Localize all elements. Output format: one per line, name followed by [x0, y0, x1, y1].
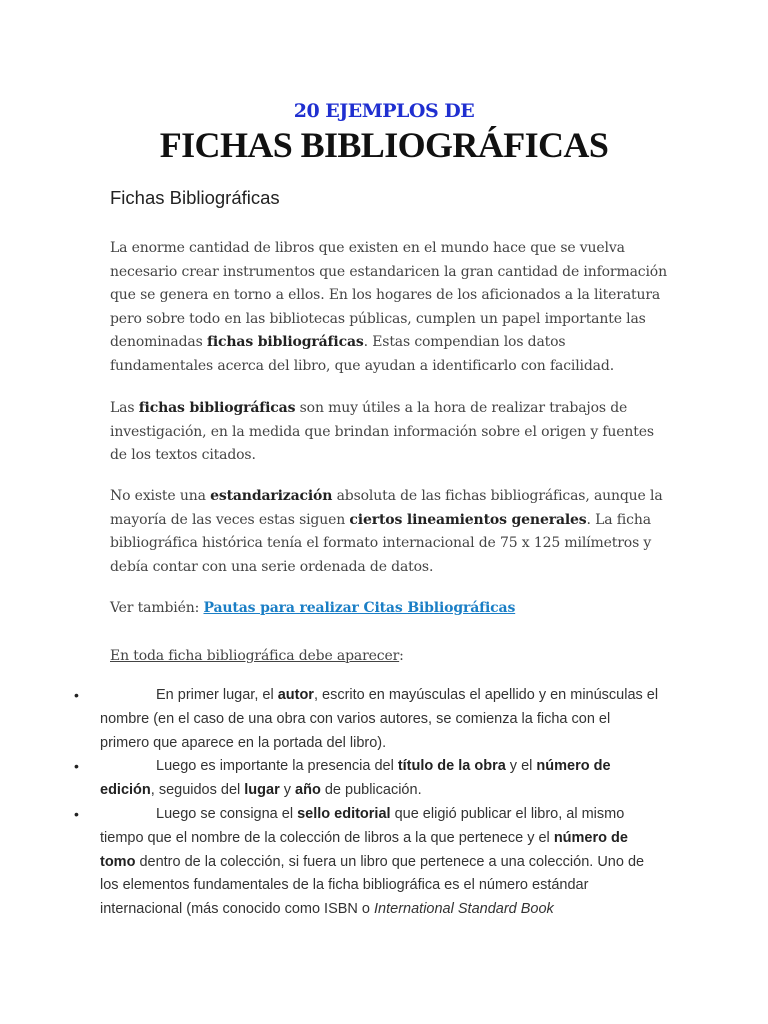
list-item-text: dentro de la colección, si fuera un libro que pertenece a una colección. Uno de los elementos fundamentales de la ficha bibliográfica es el número estándar internacional (más conocido como ISBN o [100, 853, 645, 918]
list-item-text: , seguidos del [150, 782, 245, 799]
list-item-text: y el [505, 758, 537, 775]
bold-term: lugar [244, 782, 280, 799]
paragraph-text: No existe una [110, 488, 211, 504]
list-item [0, 755, 660, 803]
list-intro-text: En toda ficha bibliográfica debe aparecer [110, 648, 400, 664]
italic-term: International Standard Book [374, 901, 554, 918]
bold-term: ciertos lineamientos generales [349, 511, 587, 528]
list-item-text: y [279, 782, 296, 799]
list-item [0, 684, 660, 755]
paragraph-intro [110, 237, 670, 378]
citas-bibliograficas-link[interactable]: Pautas para realizar Citas Bibliográficas [203, 600, 516, 616]
paragraph-see-also [110, 597, 670, 621]
list-item-text: que eligió publicar el libro, al mismo tiempo que el nombre de la colección de libros a la que pertenece y el [100, 805, 625, 846]
page-title: FICHAS BIBLIOGRÁFICAS [159, 125, 609, 165]
bullet-icon: • [74, 758, 79, 775]
bold-term: número de edición [100, 758, 611, 799]
requirements-list [0, 684, 768, 922]
bold-term: número de tomo [100, 829, 628, 870]
bold-term: fichas bibliográficas [206, 334, 364, 350]
bold-term: estandarización [210, 488, 333, 504]
list-item [0, 803, 660, 922]
bold-term: sello editorial [297, 805, 391, 822]
bullet-icon: • [74, 805, 79, 822]
bold-term: fichas bibliográficas [138, 400, 296, 416]
list-intro-colon: : [399, 648, 404, 664]
paragraph-text: . La ficha bibliográfica histórica tenía el formato internacional de 75 x 125 milímetros y debía contar con una serie ordenada de datos. [110, 511, 652, 575]
paragraph-list-intro [110, 645, 670, 669]
list-item-text: , escrito en mayúsculas el apellido y en minúsculas el nombre (en el caso de una obra con varios autores, se comienza la ficha con el primero que aparece en la portada del libro). [100, 687, 659, 751]
bullet-icon: • [74, 687, 79, 703]
bold-term: año [295, 782, 321, 799]
paragraph-text: Las [110, 400, 139, 416]
list-item-text: En primer lugar, el [156, 687, 278, 703]
bold-term: autor [277, 687, 314, 703]
list-item-text: Luego se consigna el [156, 805, 298, 822]
list-item-text: Luego es importante la presencia del [156, 758, 398, 775]
list-item-text: de publicación. [320, 782, 422, 799]
paragraph-text: son muy útiles a la hora de realizar trabajos de investigación, en la medida que brindan información sobre el origen y fuentes de los textos citados. [110, 400, 654, 463]
see-also-label: Ver también: [110, 600, 204, 616]
page-kicker: 20 EJEMPLOS DE [293, 100, 475, 122]
bold-term: título de la obra [397, 758, 506, 775]
paragraph-text: La enorme cantidad de libros que existen en el mundo hace que se vuelva necesario crear instrumentos que estandaricen la gran cantidad de información que se genera en torno a ellos. En los hogares de los aficionados a la literatura pero sobre todo en las bibliotecas públicas, cumplen un papel importante las denominadas [110, 240, 667, 350]
paragraph-text: absoluta de las fichas bibliográficas, aunque la mayoría de las veces estas siguen [110, 488, 663, 528]
paragraph-usefulness [110, 397, 670, 468]
paragraph-text: . Estas compendian los datos fundamentales acerca del libro, que ayudan a identificarlo con facilidad. [110, 334, 614, 374]
paragraph-standardization [110, 485, 670, 579]
section-subtitle: Fichas Bibliográficas [110, 187, 280, 208]
